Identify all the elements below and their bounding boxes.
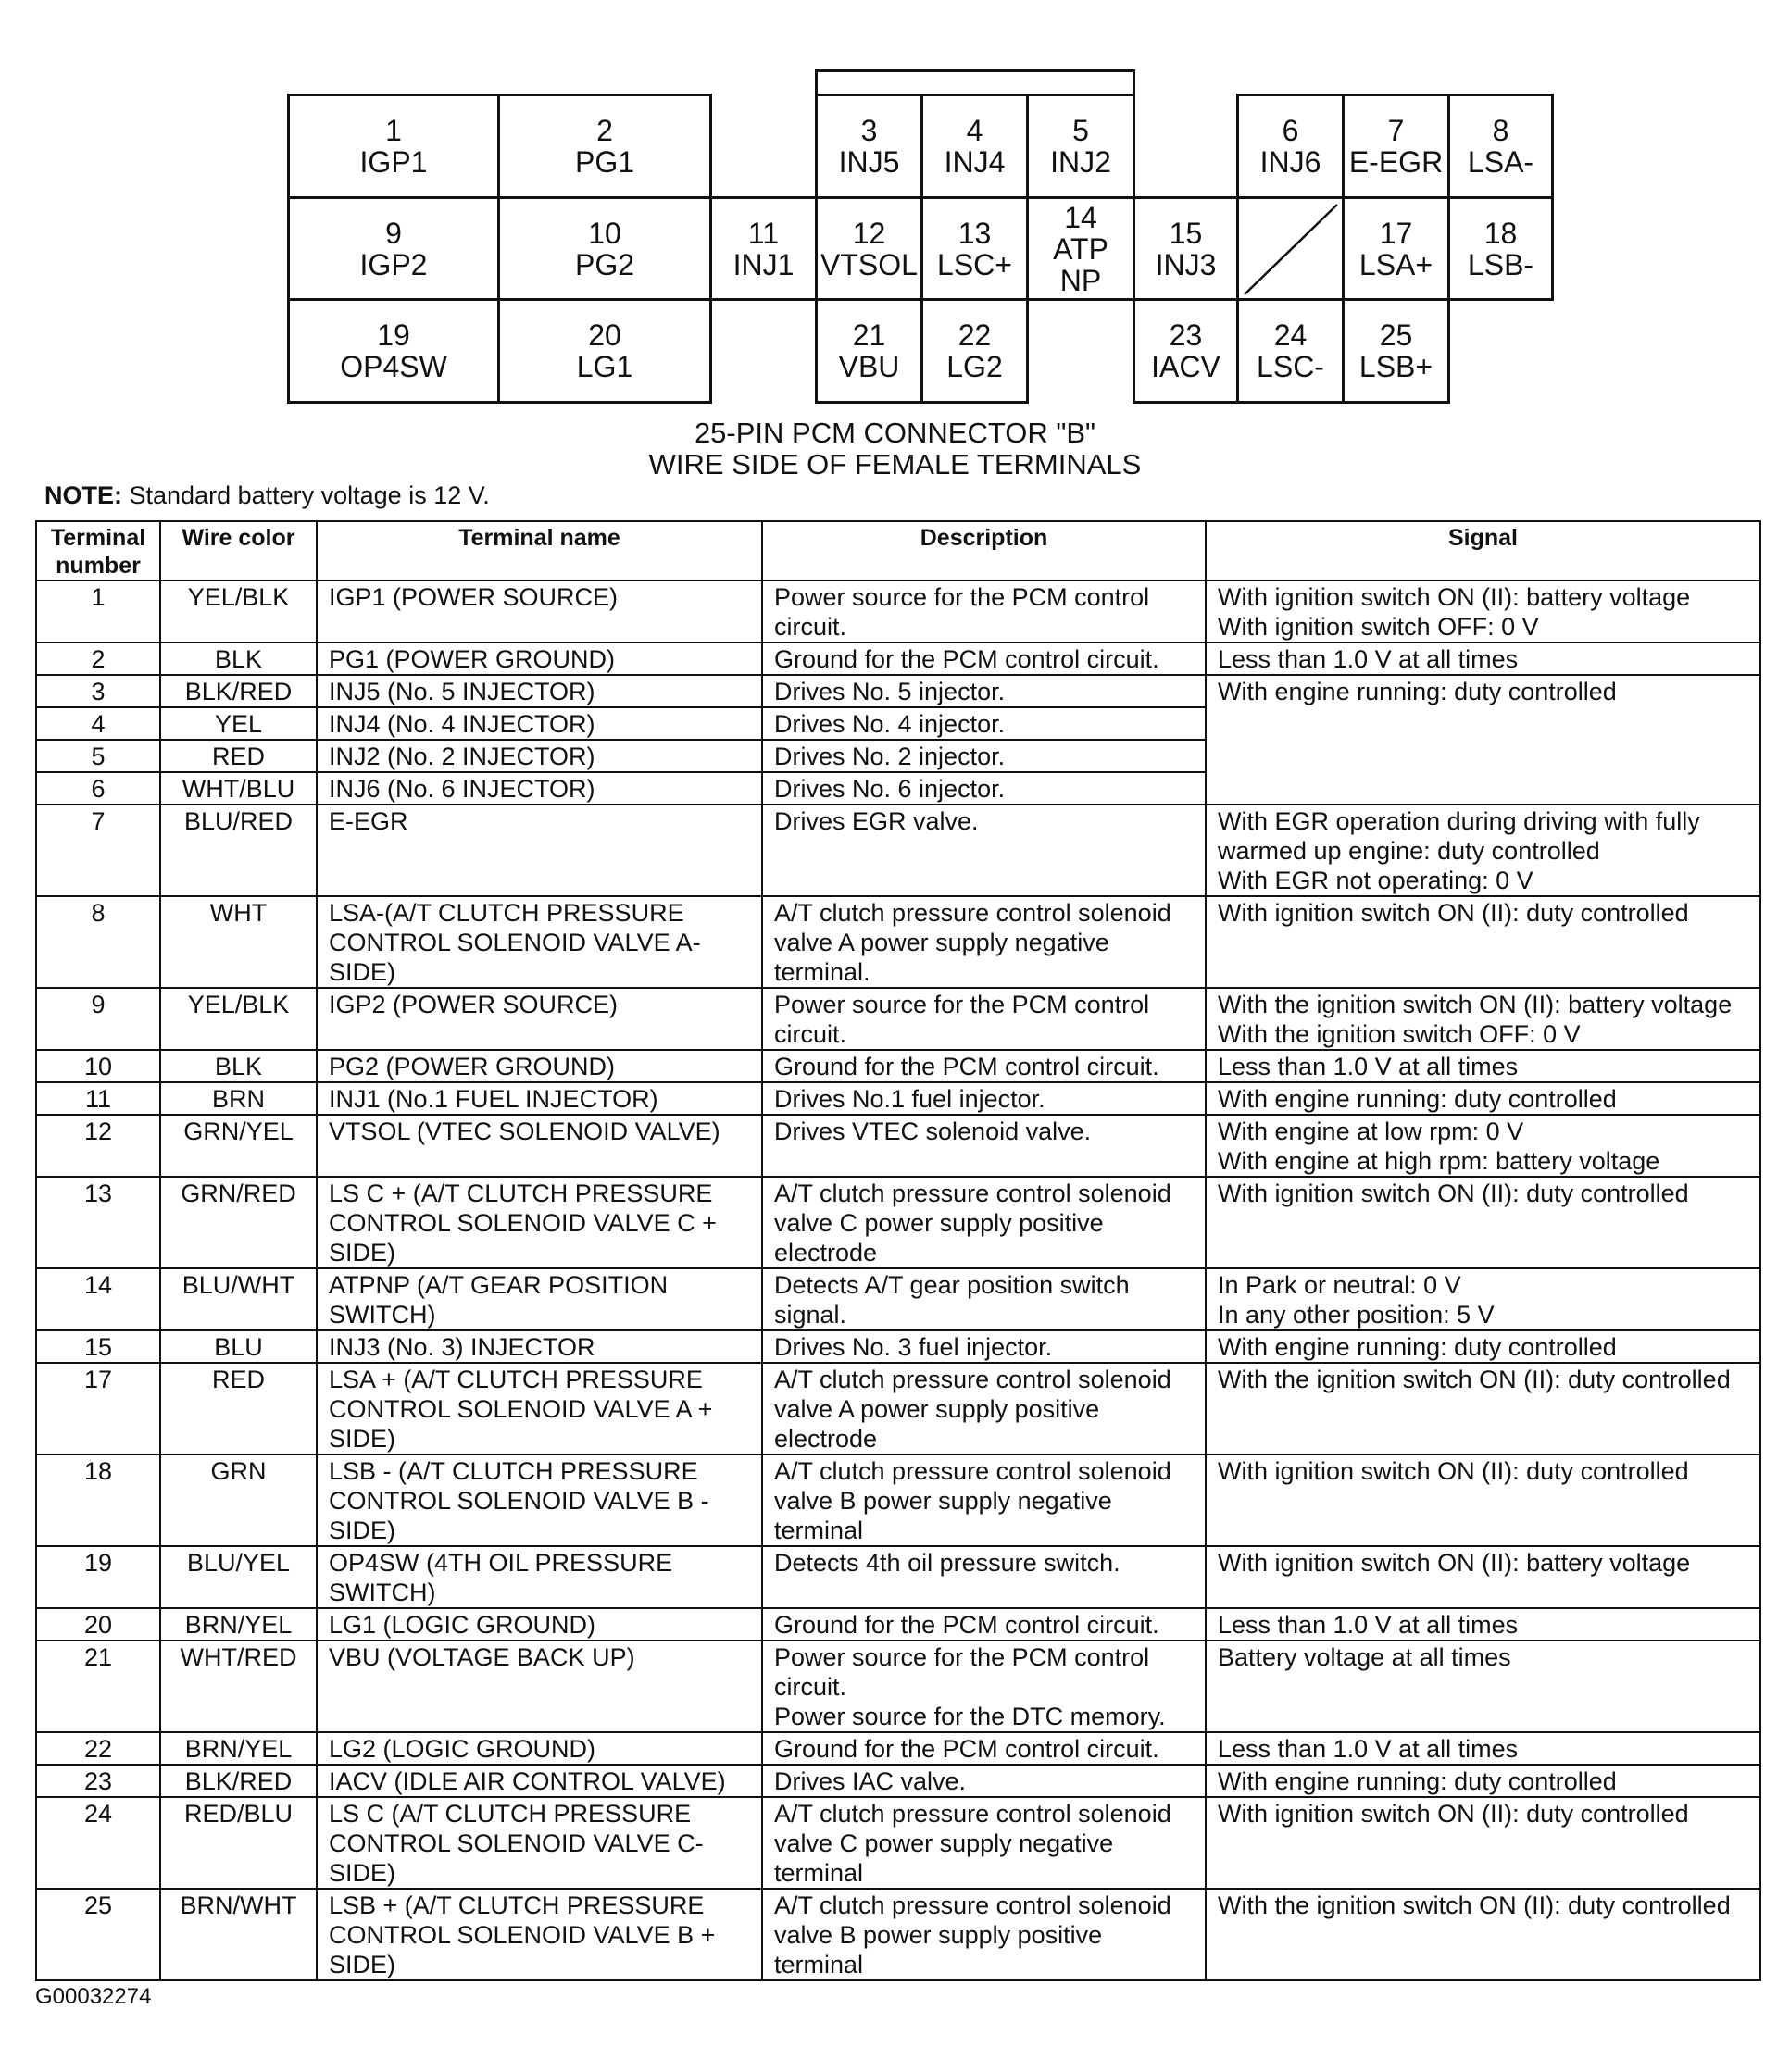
cell-description: Ground for the PCM control circuit. xyxy=(762,643,1206,675)
cell-terminal-number: 22 xyxy=(36,1732,160,1765)
pin-12: 12 VTSOL xyxy=(815,196,923,301)
cell-terminal-number: 12 xyxy=(36,1115,160,1177)
cell-wire-color: BRN/YEL xyxy=(160,1608,317,1641)
table-row xyxy=(36,1641,1760,1732)
cell-terminal-number: 20 xyxy=(36,1608,160,1641)
cell-terminal-number: 1 xyxy=(36,580,160,643)
cell-wire-color: WHT/RED xyxy=(160,1641,317,1732)
cell-signal: With the ignition switch ON (II): duty controlled xyxy=(1206,1363,1760,1454)
pin-5: 5 INJ2 xyxy=(1026,94,1135,199)
cell-terminal-name: LSA-(A/T CLUTCH PRESSURE CONTROL SOLENOID VALVE A-SIDE) xyxy=(317,896,762,988)
table-row xyxy=(36,896,1760,988)
cell-terminal-name: IGP2 (POWER SOURCE) xyxy=(317,988,762,1050)
pin-3: 3 INJ5 xyxy=(815,94,923,199)
cell-signal: With ignition switch ON (II): duty controlled xyxy=(1206,1797,1760,1889)
cell-terminal-number: 3 xyxy=(36,675,160,707)
cell-terminal-name: LS C (A/T CLUTCH PRESSURE CONTROL SOLENOID VALVE C-SIDE) xyxy=(317,1797,762,1889)
cell-terminal-number: 17 xyxy=(36,1363,160,1454)
cell-signal: Less than 1.0 V at all times xyxy=(1206,1050,1760,1082)
cell-terminal-number: 25 xyxy=(36,1889,160,1980)
cell-signal: With engine running: duty controlled xyxy=(1206,1765,1760,1797)
cell-description: Ground for the PCM control circuit. xyxy=(762,1608,1206,1641)
note-text: Standard battery voltage is 12 V. xyxy=(122,481,490,509)
cell-terminal-name: IACV (IDLE AIR CONTROL VALVE) xyxy=(317,1765,762,1797)
pin-19: 19 OP4SW xyxy=(287,298,500,404)
table-row xyxy=(36,580,1760,643)
cell-wire-color: RED xyxy=(160,1363,317,1454)
cell-signal: Battery voltage at all times xyxy=(1206,1641,1760,1732)
cell-description: Ground for the PCM control circuit. xyxy=(762,1050,1206,1082)
cell-wire-color: GRN/RED xyxy=(160,1177,317,1268)
cell-terminal-name: PG2 (POWER GROUND) xyxy=(317,1050,762,1082)
pin-15: 15 INJ3 xyxy=(1133,196,1239,301)
cell-wire-color: WHT/BLU xyxy=(160,772,317,805)
connector-caption-title: 25-PIN PCM CONNECTOR "B" xyxy=(694,417,1096,449)
pin-7: 7 E-EGR xyxy=(1342,94,1450,199)
cell-signal: With the ignition switch ON (II): battery voltage With the ignition switch OFF: 0 V xyxy=(1206,988,1760,1050)
table-row xyxy=(36,643,1760,675)
cell-description: Power source for the PCM control circuit. Power source for the DTC memory. xyxy=(762,1641,1206,1732)
cell-terminal-number: 18 xyxy=(36,1454,160,1546)
cell-wire-color: YEL/BLK xyxy=(160,988,317,1050)
cell-signal: With ignition switch ON (II): battery voltage xyxy=(1206,1546,1760,1608)
cell-wire-color: BLU xyxy=(160,1330,317,1363)
cell-terminal-name: ATPNP (A/T GEAR POSITION SWITCH) xyxy=(317,1268,762,1330)
table-row xyxy=(36,1454,1760,1546)
table-header-row xyxy=(36,521,1760,580)
cell-wire-color: BRN/YEL xyxy=(160,1732,317,1765)
cell-description: Power source for the PCM control circuit. xyxy=(762,988,1206,1050)
cell-description: Drives No. 4 injector. xyxy=(762,707,1206,740)
cell-wire-color: BLU/RED xyxy=(160,805,317,896)
terminal-table xyxy=(35,520,1761,1981)
cell-description: Power source for the PCM control circuit. xyxy=(762,580,1206,643)
table-row xyxy=(36,1115,1760,1177)
cell-terminal-name: LG1 (LOGIC GROUND) xyxy=(317,1608,762,1641)
table-row xyxy=(36,805,1760,896)
cell-description: Drives EGR valve. xyxy=(762,805,1206,896)
cell-terminal-name: VBU (VOLTAGE BACK UP) xyxy=(317,1641,762,1732)
pin-16-unused xyxy=(1236,196,1345,301)
cell-terminal-number: 6 xyxy=(36,772,160,805)
pin-9: 9 IGP2 xyxy=(287,196,500,301)
cell-terminal-number: 5 xyxy=(36,740,160,772)
table-row xyxy=(36,1797,1760,1889)
pin-8: 8 LSA- xyxy=(1447,94,1554,199)
table-body xyxy=(36,580,1760,1980)
cell-terminal-number: 14 xyxy=(36,1268,160,1330)
pin-14: 14 ATP NP xyxy=(1026,196,1135,301)
pin-4: 4 INJ4 xyxy=(920,94,1029,199)
cell-description: A/T clutch pressure control solenoid valve A power supply positive electrode xyxy=(762,1363,1206,1454)
cell-wire-color: BLK xyxy=(160,1050,317,1082)
cell-terminal-name: LSB - (A/T CLUTCH PRESSURE CONTROL SOLENOID VALVE B - SIDE) xyxy=(317,1454,762,1546)
cell-wire-color: YEL/BLK xyxy=(160,580,317,643)
pin-21: 21 VBU xyxy=(815,298,923,404)
cell-terminal-number: 9 xyxy=(36,988,160,1050)
cell-signal: With engine at low rpm: 0 V With engine at high rpm: battery voltage xyxy=(1206,1115,1760,1177)
cell-terminal-number: 4 xyxy=(36,707,160,740)
table-row xyxy=(36,1177,1760,1268)
pin-24: 24 LSC- xyxy=(1236,298,1345,404)
header-terminal-number: Terminal number xyxy=(36,521,160,580)
table-row xyxy=(36,988,1760,1050)
cell-terminal-name: PG1 (POWER GROUND) xyxy=(317,643,762,675)
cell-terminal-name: LG2 (LOGIC GROUND) xyxy=(317,1732,762,1765)
header-signal: Signal xyxy=(1206,521,1760,580)
header-description: Description xyxy=(762,521,1206,580)
cell-signal: With ignition switch ON (II): duty controlled xyxy=(1206,1177,1760,1268)
cell-terminal-number: 21 xyxy=(36,1641,160,1732)
table-row xyxy=(36,1330,1760,1363)
table-row xyxy=(36,1082,1760,1115)
cell-wire-color: WHT xyxy=(160,896,317,988)
cell-description: A/T clutch pressure control solenoid valve C power supply positive electrode xyxy=(762,1177,1206,1268)
cell-terminal-number: 7 xyxy=(36,805,160,896)
cell-description: Drives No. 5 injector. xyxy=(762,675,1206,707)
pin-22: 22 LG2 xyxy=(920,298,1029,404)
cell-terminal-number: 23 xyxy=(36,1765,160,1797)
table-row xyxy=(36,675,1760,707)
cell-wire-color: RED/BLU xyxy=(160,1797,317,1889)
cell-terminal-name: INJ2 (No. 2 INJECTOR) xyxy=(317,740,762,772)
cell-description: Drives VTEC solenoid valve. xyxy=(762,1115,1206,1177)
header-wire-color: Wire color xyxy=(160,521,317,580)
cell-wire-color: GRN/YEL xyxy=(160,1115,317,1177)
cell-wire-color: GRN xyxy=(160,1454,317,1546)
cell-wire-color: BLU/YEL xyxy=(160,1546,317,1608)
cell-terminal-number: 13 xyxy=(36,1177,160,1268)
pin-25: 25 LSB+ xyxy=(1342,298,1450,404)
cell-description: A/T clutch pressure control solenoid valve C power supply negative terminal xyxy=(762,1797,1206,1889)
cell-signal: Less than 1.0 V at all times xyxy=(1206,1608,1760,1641)
cell-terminal-number: 15 xyxy=(36,1330,160,1363)
cell-signal: With the ignition switch ON (II): duty controlled xyxy=(1206,1889,1760,1980)
cell-description: Drives No. 3 fuel injector. xyxy=(762,1330,1206,1363)
cell-wire-color: RED xyxy=(160,740,317,772)
note-label: NOTE: xyxy=(44,481,122,509)
table-row xyxy=(36,1765,1760,1797)
unused-pin-slash xyxy=(1239,199,1342,298)
table-row xyxy=(36,1608,1760,1641)
cell-description: Drives No. 2 injector. xyxy=(762,740,1206,772)
table-row xyxy=(36,1732,1760,1765)
cell-signal: Less than 1.0 V at all times xyxy=(1206,1732,1760,1765)
pin-17: 17 LSA+ xyxy=(1342,196,1450,301)
battery-voltage-note xyxy=(44,481,490,510)
cell-signal: In Park or neutral: 0 V In any other position: 5 V xyxy=(1206,1268,1760,1330)
pin-2: 2 PG1 xyxy=(497,94,712,199)
cell-terminal-name: INJ4 (No. 4 INJECTOR) xyxy=(317,707,762,740)
cell-terminal-name: OP4SW (4TH OIL PRESSURE SWITCH) xyxy=(317,1546,762,1608)
cell-wire-color: BLK/RED xyxy=(160,675,317,707)
cell-terminal-name: IGP1 (POWER SOURCE) xyxy=(317,580,762,643)
cell-description: Drives No.1 fuel injector. xyxy=(762,1082,1206,1115)
pin-13: 13 LSC+ xyxy=(920,196,1029,301)
pin-6: 6 INJ6 xyxy=(1236,94,1345,199)
figure-id: G00032274 xyxy=(35,1984,152,2009)
cell-terminal-number: 10 xyxy=(36,1050,160,1082)
cell-wire-color: BLK/RED xyxy=(160,1765,317,1797)
connector-caption-subtitle: WIRE SIDE OF FEMALE TERMINALS xyxy=(648,448,1142,481)
cell-signal: Less than 1.0 V at all times xyxy=(1206,643,1760,675)
table-row xyxy=(36,1546,1760,1608)
cell-description: A/T clutch pressure control solenoid valve A power supply negative terminal. xyxy=(762,896,1206,988)
connector-key-tab xyxy=(815,69,1135,94)
table-row xyxy=(36,1889,1760,1980)
cell-description: Detects A/T gear position switch signal. xyxy=(762,1268,1206,1330)
cell-terminal-name: VTSOL (VTEC SOLENOID VALVE) xyxy=(317,1115,762,1177)
pin-1: 1 IGP1 xyxy=(287,94,500,199)
cell-signal: With engine running: duty controlled xyxy=(1206,1082,1760,1115)
cell-terminal-number: 2 xyxy=(36,643,160,675)
cell-signal: With engine running: duty controlled xyxy=(1206,1330,1760,1363)
cell-terminal-name: INJ3 (No. 3) INJECTOR xyxy=(317,1330,762,1363)
cell-signal: With ignition switch ON (II): battery voltage With ignition switch OFF: 0 V xyxy=(1206,580,1760,643)
cell-terminal-name: LSA + (A/T CLUTCH PRESSURE CONTROL SOLENOID VALVE A + SIDE) xyxy=(317,1363,762,1454)
table-row xyxy=(36,1050,1760,1082)
cell-wire-color: YEL xyxy=(160,707,317,740)
cell-description: A/T clutch pressure control solenoid valve B power supply negative terminal xyxy=(762,1454,1206,1546)
cell-signal: With ignition switch ON (II): duty controlled xyxy=(1206,896,1760,988)
cell-signal: With ignition switch ON (II): duty controlled xyxy=(1206,1454,1760,1546)
cell-terminal-name: LSB + (A/T CLUTCH PRESSURE CONTROL SOLENOID VALVE B + SIDE) xyxy=(317,1889,762,1980)
pin-20: 20 LG1 xyxy=(497,298,712,404)
pcm-connector-diagram xyxy=(0,0,1790,435)
pin-23: 23 IACV xyxy=(1133,298,1239,404)
cell-terminal-name: LS C + (A/T CLUTCH PRESSURE CONTROL SOLENOID VALVE C + SIDE) xyxy=(317,1177,762,1268)
cell-description: Ground for the PCM control circuit. xyxy=(762,1732,1206,1765)
cell-description: Drives No. 6 injector. xyxy=(762,772,1206,805)
cell-terminal-name: E-EGR xyxy=(317,805,762,896)
cell-terminal-name: INJ1 (No.1 FUEL INJECTOR) xyxy=(317,1082,762,1115)
table-row xyxy=(36,1268,1760,1330)
cell-description: Detects 4th oil pressure switch. xyxy=(762,1546,1206,1608)
cell-wire-color: BRN/WHT xyxy=(160,1889,317,1980)
cell-wire-color: BLK xyxy=(160,643,317,675)
pin-11: 11 INJ1 xyxy=(709,196,818,301)
cell-wire-color: BRN xyxy=(160,1082,317,1115)
cell-terminal-name: INJ5 (No. 5 INJECTOR) xyxy=(317,675,762,707)
cell-wire-color: BLU/WHT xyxy=(160,1268,317,1330)
cell-terminal-number: 11 xyxy=(36,1082,160,1115)
cell-terminal-number: 24 xyxy=(36,1797,160,1889)
cell-signal: With EGR operation during driving with fully warmed up engine: duty controlled With EGR not operating: 0 V xyxy=(1206,805,1760,896)
header-terminal-name: Terminal name xyxy=(317,521,762,580)
cell-terminal-name: INJ6 (No. 6 INJECTOR) xyxy=(317,772,762,805)
cell-signal: With engine running: duty controlled xyxy=(1206,675,1760,805)
cell-description: A/T clutch pressure control solenoid valve B power supply positive terminal xyxy=(762,1889,1206,1980)
pin-18: 18 LSB- xyxy=(1447,196,1554,301)
table-row xyxy=(36,1363,1760,1454)
pin-10: 10 PG2 xyxy=(497,196,712,301)
cell-terminal-number: 8 xyxy=(36,896,160,988)
cell-description: Drives IAC valve. xyxy=(762,1765,1206,1797)
cell-terminal-number: 19 xyxy=(36,1546,160,1608)
